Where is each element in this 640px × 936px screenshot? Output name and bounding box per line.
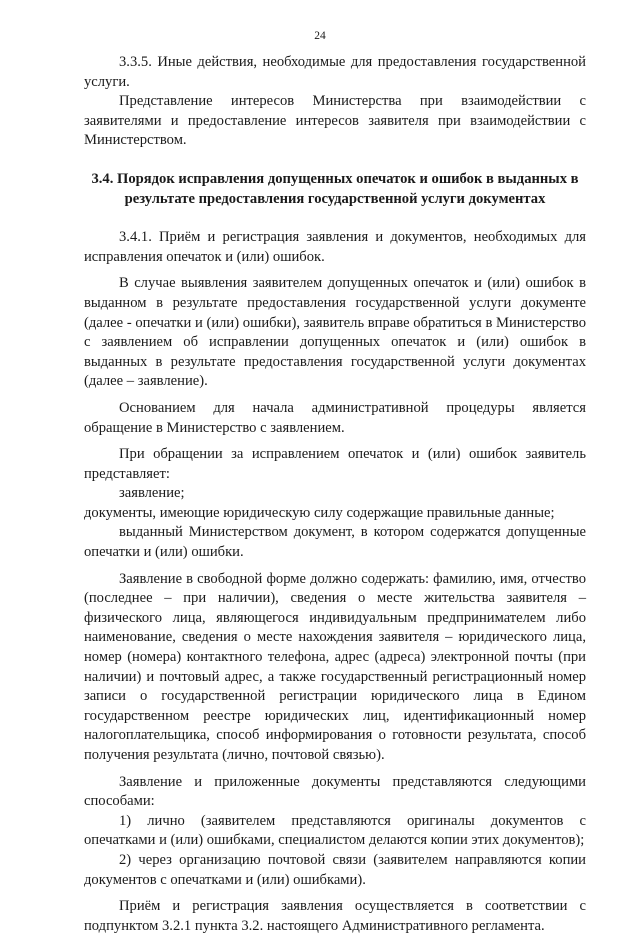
paragraph-registration: Приём и регистрация заявления осуществляется в соответствии с подпунктом 3.2.1 пункта 3.2. настоящего Административного регламента.	[84, 898, 586, 934]
paragraph-3-3-5: 3.3.5. Иные действия, необходимые для предоставления государственной услуги.	[84, 54, 586, 90]
section-heading-3-4: 3.4. Порядок исправления допущенных опечаток и ошибок в выданных в результате предоставления государственной услуги документах	[91, 170, 579, 207]
paragraph-3-4-1: 3.4.1. Приём и регистрация заявления и документов, необходимых для исправления опечаток и (или) ошибок.	[84, 229, 586, 265]
paragraph-basis: Основанием для начала административной процедуры является обращение в Министерство с заявлением.	[84, 399, 586, 436]
paragraph-error-detection: В случае выявления заявителем допущенных опечаток и (или) ошибок в выданном в результате предоставления государственной услуги документе (далее - опечатки и (или) ошибки), заявитель вправе обратиться в Министерство с заявлением об исправлении допущенных опечаток и (или) ошибок в выданных в результате предоставления государственной услуги документах (далее – заявление).	[84, 275, 586, 390]
document-body	[84, 53, 586, 936]
paragraph-representation: Представление интересов Министерства при взаимодействии с заявителями и предоставление интересов заявителя при взаимодействии с Министерством.	[84, 93, 586, 149]
list-item-issued-document: выданный Министерством документ, в котором содержатся допущенные опечатки и (или) ошибки.	[84, 524, 586, 561]
paragraph-submission-methods: Заявление и приложенные документы представляются следующими способами:	[84, 773, 586, 810]
list-item-in-person: 1) лично (заявителем представляются оригиналы документов с опечатками и (или) ошибками, специалистом делаются копии этих документов);	[84, 812, 586, 849]
paragraph-submission: При обращении за исправлением опечаток и (или) ошибок заявитель представляет:	[84, 446, 586, 482]
paragraph-application-content: Заявление в свободной форме должно содержать: фамилию, имя, отчество (последнее – при наличии), сведения о месте жительства заявителя – физического лица, являющегося индивидуальным предпринимателем либо наименование, сведения о месте нахождения заявителя – юридического лица, номер (номера) контактного телефона, адрес (адреса) электронной почты (при наличии) и почтовый адрес, а также государственный регистрационный номер записи о государственной регистрации юридического лица в Едином государственном реестре юридических лиц, идентификационный номер налогоплательщика, способ информирования о готовности результата, способ получения результата (лично, почтовой связью).	[84, 570, 586, 763]
list-item-application: заявление;	[119, 485, 185, 502]
list-item-by-post: 2) через организацию почтовой связи (заявителем направляются копии документов с опечатками и (или) ошибками).	[84, 851, 586, 888]
list-item-legal-documents: документы, имеющие юридическую силу содержащие правильные данные;	[84, 504, 555, 521]
page-number: 24	[314, 30, 326, 42]
